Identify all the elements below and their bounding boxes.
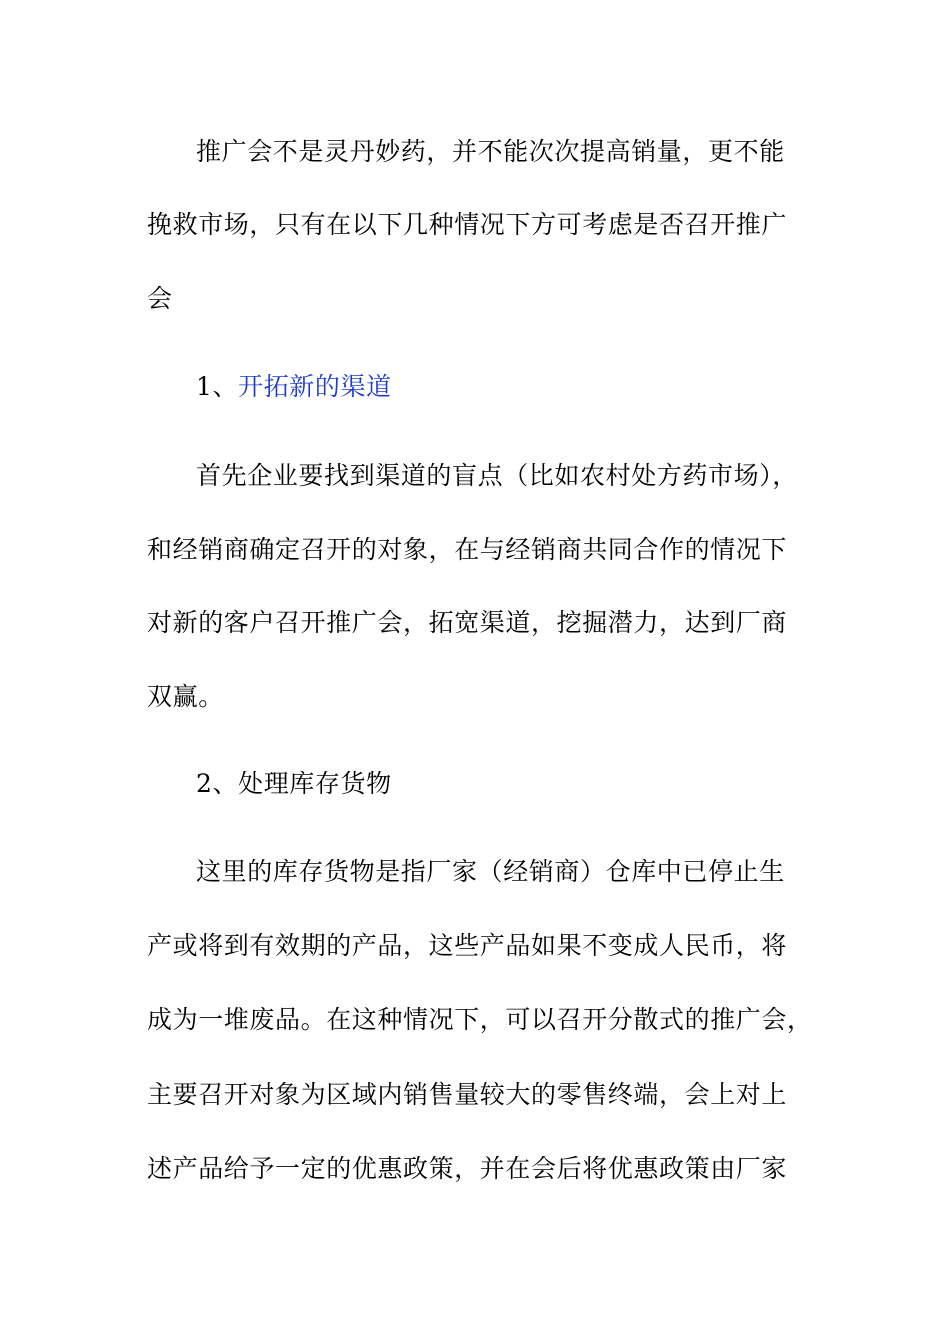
section-1-line-3: 对新的客户召开推广会，拓宽渠道，挖掘潜力，达到厂商 bbox=[147, 608, 788, 637]
intro-line-2: 挽救市场，只有在以下几种情况下方可考虑是否召开推广 bbox=[147, 210, 788, 239]
section-1-line-1: 首先企业要找到渠道的盲点（比如农村处方药市场）， bbox=[196, 461, 798, 490]
intro-line-1: 推广会不是灵丹妙药，并不能次次提高销量，更不能 bbox=[196, 137, 785, 166]
section-2-heading: 2、处理库存货物 bbox=[196, 769, 392, 798]
intro-line-3: 会 bbox=[147, 284, 173, 313]
section-2-line-1: 这里的库存货物是指厂家（经销商）仓库中已停止生 bbox=[196, 857, 785, 886]
section-2-line-3: 成为一堆废品。在这种情况下，可以召开分散式的推广会， bbox=[147, 1005, 813, 1034]
section-1-line-4: 双赢。 bbox=[147, 682, 224, 711]
section-1-heading-row bbox=[196, 371, 392, 403]
section-2-line-2: 产或将到有效期的产品，这些产品如果不变成人民币，将 bbox=[147, 931, 788, 960]
section-1-number: 1、 bbox=[196, 372, 239, 401]
section-2-line-4: 主要召开对象为区域内销售量较大的零售终端，会上对上 bbox=[147, 1080, 788, 1109]
section-1-line-2: 和经销商确定召开的对象，在与经销商共同合作的情况下 bbox=[147, 535, 788, 564]
section-2-line-5: 述产品给予一定的优惠政策，并在会后将优惠政策由厂家 bbox=[147, 1154, 788, 1183]
section-1-heading-link[interactable]: 开拓新的渠道 bbox=[238, 372, 392, 401]
